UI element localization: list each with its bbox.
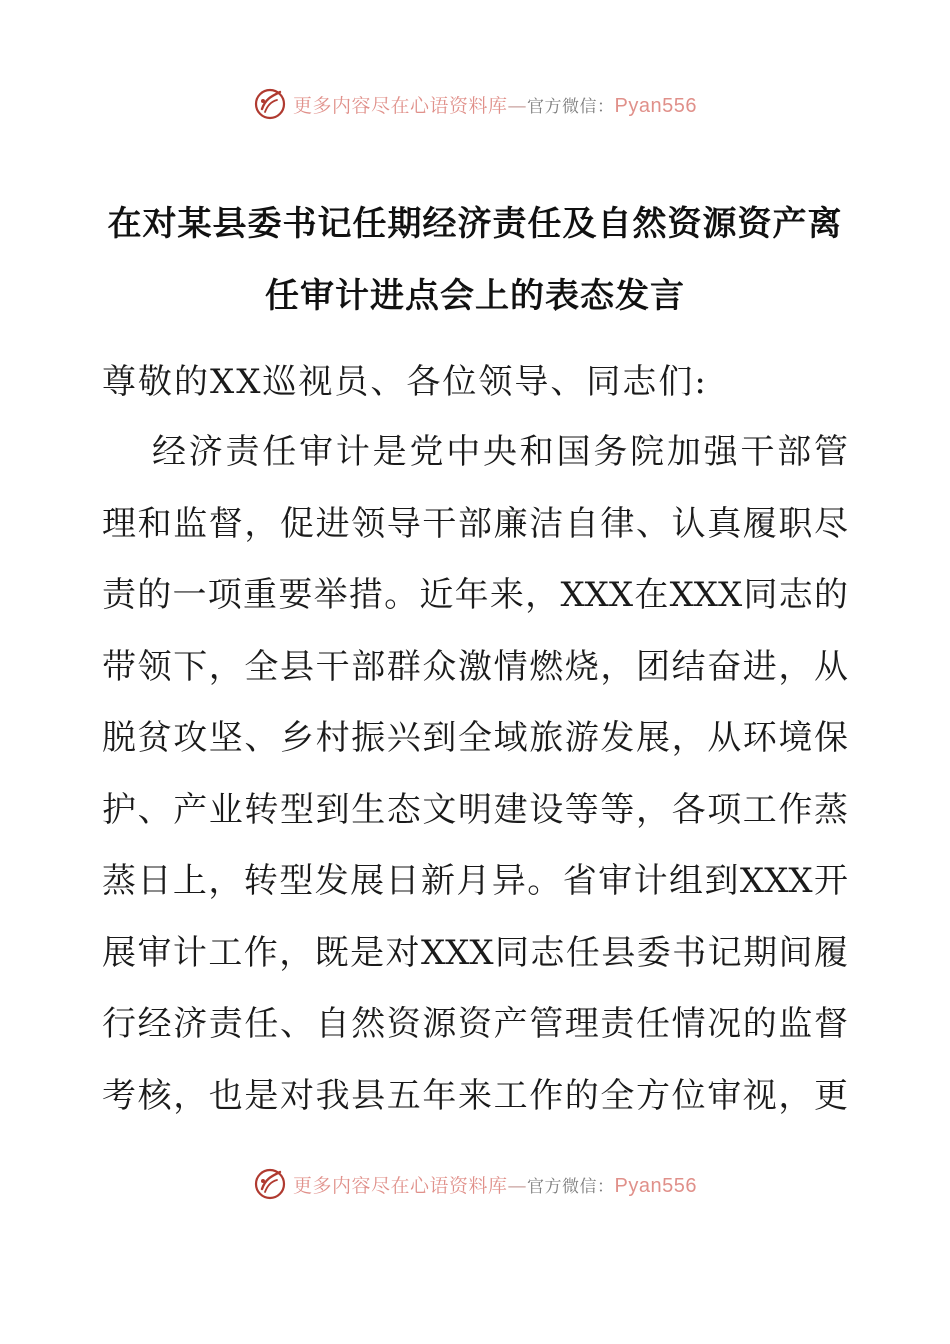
- header-wechat-label: 官方微信：: [527, 96, 615, 117]
- body-line: 展审计工作，既是对XXX同志任县委书记期间履: [102, 933, 848, 973]
- header-site-text: 更多内容尽在心语资料库: [293, 94, 508, 117]
- logo-icon: [253, 1167, 287, 1201]
- body-line: 脱贫攻坚、乡村振兴到全域旅游发展，从环境保: [102, 718, 848, 758]
- body-line: 护、产业转型到生态文明建设等等，各项工作蒸: [102, 790, 848, 830]
- footer-site-text: 更多内容尽在心语资料库: [293, 1174, 508, 1197]
- salutation: 尊敬的XX巡视员、各位领导、同志们:: [102, 362, 708, 402]
- body-line: 责的一项重要举措。近年来，XXX在XXX同志的: [102, 575, 848, 615]
- body-line: 蒸日上，转型发展日新月异。省审计组到XXX开: [102, 861, 848, 901]
- body-line: 经济责任审计是党中央和国务院加强干部管: [152, 432, 848, 472]
- footer-dash: —: [507, 1174, 528, 1197]
- body-line: 带领下，全县干部群众激情燃烧，团结奋进，从: [102, 647, 848, 687]
- header-banner-text: [293, 91, 697, 118]
- footer-wechat-label: 官方微信：: [527, 1176, 615, 1197]
- header-dash: —: [507, 94, 528, 117]
- header-banner: [0, 84, 950, 124]
- body-line: 行经济责任、自然资源资产管理责任情况的监督: [102, 1004, 848, 1044]
- footer-banner: [0, 1164, 950, 1204]
- footer-banner-text: [293, 1171, 697, 1198]
- header-wechat-id: Pyan556: [614, 94, 697, 117]
- logo-icon: [253, 87, 287, 121]
- document-title-line-2: 任审计进点会上的表态发言: [265, 276, 685, 316]
- body-line: 理和监督，促进领导干部廉洁自律、认真履职尽: [102, 504, 848, 544]
- footer-wechat-id: Pyan556: [614, 1174, 697, 1197]
- document-title-line-1: 在对某县委书记任期经济责任及自然资源资产离: [107, 204, 843, 244]
- body-line: 考核，也是对我县五年来工作的全方位审视，更: [102, 1076, 848, 1116]
